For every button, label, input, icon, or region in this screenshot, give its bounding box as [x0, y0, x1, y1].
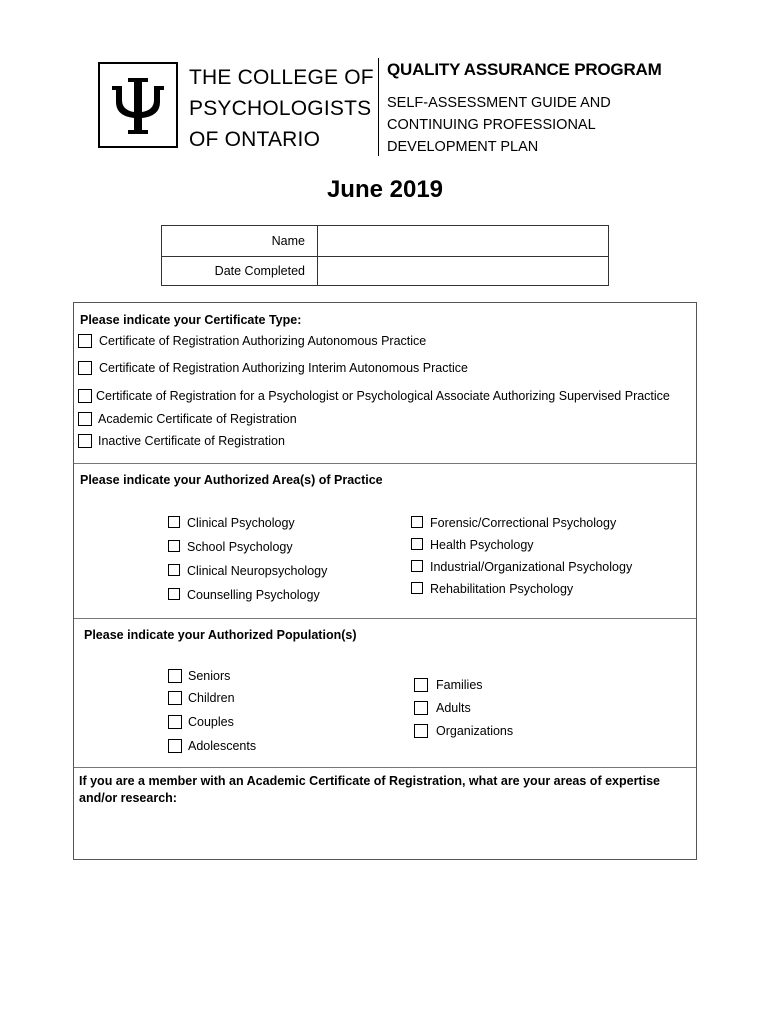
- section-divider: [74, 618, 696, 619]
- population-option-label: Adults: [436, 701, 471, 715]
- date-completed-field[interactable]: [317, 256, 609, 286]
- certificate-option-label: Inactive Certificate of Registration: [98, 434, 285, 448]
- certificate-option-label: Academic Certificate of Registration: [98, 412, 297, 426]
- academic-expertise-question: If you are a member with an Academic Certificate of Registration, what are your areas of expertise and/or research:: [79, 774, 660, 805]
- checkbox[interactable]: [168, 540, 180, 552]
- member-info-table: [161, 225, 609, 286]
- section-divider: [74, 463, 696, 464]
- checkbox[interactable]: [414, 701, 428, 715]
- certificate-option-label: Certificate of Registration Authorizing Autonomous Practice: [99, 334, 427, 348]
- name-row: [162, 226, 608, 257]
- area-option-label: Health Psychology: [430, 538, 534, 552]
- population-option-label: Children: [188, 691, 235, 705]
- section-divider: [74, 767, 696, 768]
- checkbox[interactable]: [168, 669, 182, 683]
- subtitle-line-1: SELF-ASSESSMENT GUIDE AND: [387, 95, 611, 111]
- population-option-label: Families: [436, 678, 483, 692]
- area-option-label: Counselling Psychology: [187, 588, 320, 602]
- population-option-label: Organizations: [436, 724, 514, 738]
- checkbox[interactable]: [78, 434, 92, 448]
- checkbox[interactable]: [78, 361, 92, 375]
- date-completed-label: Date Completed: [214, 264, 305, 278]
- checkbox[interactable]: [168, 516, 180, 528]
- checkbox[interactable]: [168, 739, 182, 753]
- checkbox[interactable]: [168, 564, 180, 576]
- checkbox[interactable]: [168, 691, 182, 705]
- document-date: June 2019: [326, 176, 444, 203]
- checkbox[interactable]: [411, 516, 423, 528]
- area-option-label: Clinical Neuropsychology: [187, 564, 328, 578]
- checkbox[interactable]: [414, 678, 428, 692]
- populations-heading: Please indicate your Authorized Population(s): [84, 628, 357, 642]
- checkbox[interactable]: [411, 538, 423, 550]
- college-name-line-2: PSYCHOLOGISTS: [189, 97, 372, 120]
- certificate-option-label: Certificate of Registration Authorizing Interim Autonomous Practice: [99, 361, 468, 375]
- date-completed-row: [162, 256, 608, 286]
- form-sections: [73, 302, 697, 860]
- checkbox[interactable]: [78, 389, 92, 403]
- name-label: Name: [271, 234, 305, 248]
- checkbox[interactable]: [78, 412, 92, 426]
- checkbox[interactable]: [411, 560, 423, 572]
- college-logo: [98, 62, 178, 148]
- checkbox[interactable]: [168, 715, 182, 729]
- college-name: [189, 62, 374, 155]
- certificate-option-label: Certificate of Registration for a Psychologist or Psychological Associate Authorizing Supervised Practice: [96, 389, 670, 403]
- academic-expertise-field[interactable]: [79, 811, 691, 855]
- area-option-label: Rehabilitation Psychology: [430, 582, 574, 596]
- checkbox[interactable]: [78, 334, 92, 348]
- subtitle-line-2: CONTINUING PROFESSIONAL: [387, 117, 596, 133]
- header-divider: [378, 58, 379, 156]
- area-option-label: School Psychology: [187, 540, 293, 554]
- psi-logo-icon: [106, 70, 170, 142]
- population-option-label: Seniors: [188, 669, 231, 683]
- population-option-label: Couples: [188, 715, 234, 729]
- subtitle-line-3: DEVELOPMENT PLAN: [387, 139, 539, 155]
- checkbox[interactable]: [168, 588, 180, 600]
- checkbox[interactable]: [411, 582, 423, 594]
- college-name-line-1: THE COLLEGE OF: [189, 66, 374, 89]
- population-option-label: Adolescents: [188, 739, 257, 753]
- certificate-heading: Please indicate your Certificate Type:: [80, 313, 302, 327]
- program-subtitle: [387, 92, 611, 158]
- checkbox[interactable]: [414, 724, 428, 738]
- name-field[interactable]: [317, 226, 609, 256]
- area-option-label: Industrial/Organizational Psychology: [430, 560, 633, 574]
- areas-heading: Please indicate your Authorized Area(s) of Practice: [80, 473, 383, 487]
- area-option-label: Clinical Psychology: [187, 516, 295, 530]
- program-title: QUALITY ASSURANCE PROGRAM: [387, 60, 662, 79]
- area-option-label: Forensic/Correctional Psychology: [430, 516, 617, 530]
- college-name-line-3: OF ONTARIO: [189, 128, 321, 151]
